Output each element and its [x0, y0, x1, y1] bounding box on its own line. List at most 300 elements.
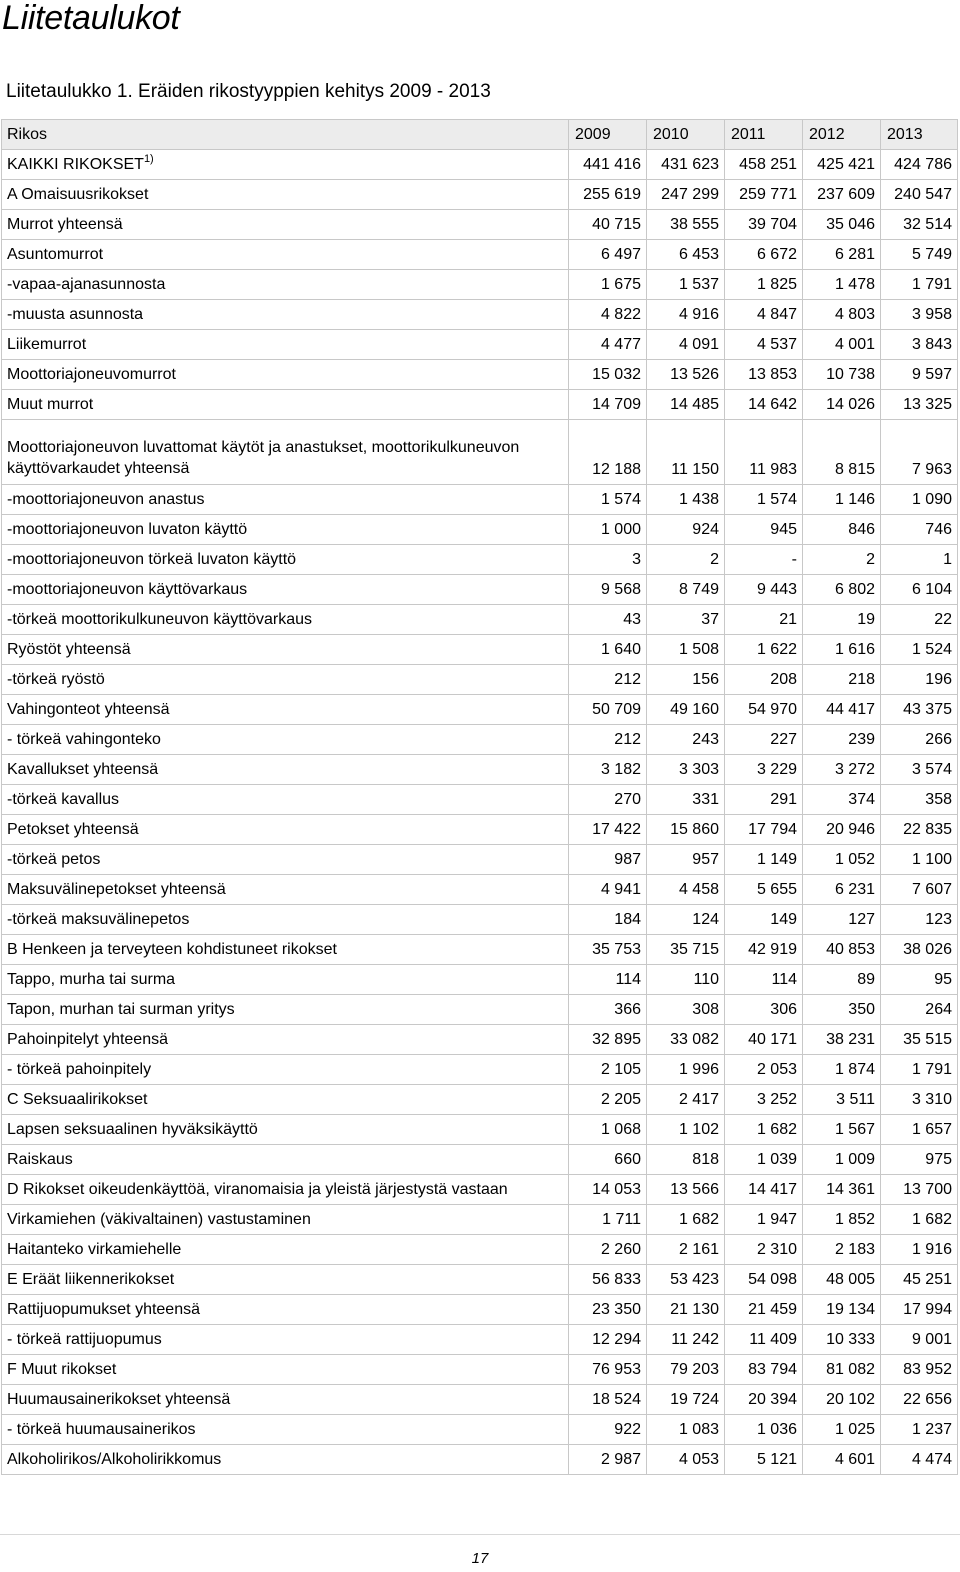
table-row — [2, 845, 958, 875]
cell-value: 975 — [881, 1145, 958, 1175]
table-row — [2, 905, 958, 935]
cell-value: 4 847 — [725, 300, 803, 330]
row-label-text: Raiskaus — [7, 1150, 73, 1168]
cell-value: 15 860 — [647, 815, 725, 845]
cell-value: 20 946 — [803, 815, 881, 845]
table-row — [2, 965, 958, 995]
row-label-text: Tapon, murhan tai surman yritys — [7, 1000, 235, 1018]
cell-value: 4 458 — [647, 875, 725, 905]
cell-value: 3 958 — [881, 300, 958, 330]
cell-value: 127 — [803, 905, 881, 935]
cell-value: 212 — [569, 665, 647, 695]
table-row — [2, 935, 958, 965]
cell-value: 247 299 — [647, 180, 725, 210]
cell-value: 1 675 — [569, 270, 647, 300]
cell-value: 11 983 — [725, 420, 803, 485]
cell-value: 1 711 — [569, 1205, 647, 1235]
cell-value: 1 036 — [725, 1415, 803, 1445]
cell-value: 3 511 — [803, 1085, 881, 1115]
cell-value: 149 — [725, 905, 803, 935]
cell-value: 1 916 — [881, 1235, 958, 1265]
cell-value: 1 682 — [647, 1205, 725, 1235]
row-label — [2, 1265, 569, 1295]
table-row — [2, 1145, 958, 1175]
table-row — [2, 695, 958, 725]
row-label — [2, 1025, 569, 1055]
row-label-text: - törkeä huumausainerikos — [7, 1420, 196, 1438]
table-row — [2, 755, 958, 785]
cell-value: 13 325 — [881, 390, 958, 420]
cell-value: 1 682 — [725, 1115, 803, 1145]
cell-value: 12 294 — [569, 1325, 647, 1355]
cell-value: 45 251 — [881, 1265, 958, 1295]
cell-value: 11 409 — [725, 1325, 803, 1355]
column-header-year: 2013 — [881, 120, 958, 150]
row-label-text: A Omaisuusrikokset — [7, 185, 149, 203]
row-label — [2, 1415, 569, 1445]
cell-value: 54 098 — [725, 1265, 803, 1295]
table-row — [2, 875, 958, 905]
table-row — [2, 605, 958, 635]
row-label-text: Alkoholirikos/Alkoholirikkomus — [7, 1450, 222, 1468]
cell-value: 358 — [881, 785, 958, 815]
cell-value: 218 — [803, 665, 881, 695]
cell-value: 14 053 — [569, 1175, 647, 1205]
cell-value: 1 616 — [803, 635, 881, 665]
cell-value: 431 623 — [647, 150, 725, 180]
cell-value: 1 068 — [569, 1115, 647, 1145]
row-label — [2, 240, 569, 270]
cell-value: 1 438 — [647, 485, 725, 515]
table-row — [2, 270, 958, 300]
cell-value: 2 310 — [725, 1235, 803, 1265]
row-label-text: - törkeä pahoinpitely — [7, 1060, 152, 1078]
row-label — [2, 845, 569, 875]
cell-value: 4 941 — [569, 875, 647, 905]
table-row — [2, 150, 958, 180]
cell-value: 110 — [647, 965, 725, 995]
table-row — [2, 1265, 958, 1295]
cell-value: 10 738 — [803, 360, 881, 390]
table-row — [2, 420, 958, 485]
column-header-year: 2010 — [647, 120, 725, 150]
cell-value: 4 091 — [647, 330, 725, 360]
row-label — [2, 605, 569, 635]
cell-value: 212 — [569, 725, 647, 755]
cell-value: 32 895 — [569, 1025, 647, 1055]
row-label-text: -törkeä ryöstö — [7, 670, 105, 688]
cell-value: 264 — [881, 995, 958, 1025]
cell-value: 21 — [725, 605, 803, 635]
cell-value: 123 — [881, 905, 958, 935]
cell-value: 40 715 — [569, 210, 647, 240]
table-row — [2, 1295, 958, 1325]
cell-value: 13 566 — [647, 1175, 725, 1205]
row-label — [2, 1055, 569, 1085]
cell-value: 15 032 — [569, 360, 647, 390]
row-label — [2, 1295, 569, 1325]
cell-value: 89 — [803, 965, 881, 995]
cell-value: 17 422 — [569, 815, 647, 845]
cell-value: 33 082 — [647, 1025, 725, 1055]
table-row — [2, 485, 958, 515]
cell-value: 76 953 — [569, 1355, 647, 1385]
cell-value: 196 — [881, 665, 958, 695]
cell-value: 1 090 — [881, 485, 958, 515]
cell-value: 987 — [569, 845, 647, 875]
row-label-text: B Henkeen ja terveyteen kohdistuneet rikokset — [7, 940, 337, 958]
cell-value: 38 026 — [881, 935, 958, 965]
cell-value: 14 417 — [725, 1175, 803, 1205]
footnote-marker: 1) — [143, 152, 154, 165]
row-label — [2, 965, 569, 995]
table-row — [2, 1415, 958, 1445]
row-label — [2, 635, 569, 665]
cell-value: 922 — [569, 1415, 647, 1445]
cell-value: 32 514 — [881, 210, 958, 240]
cell-value: 1 996 — [647, 1055, 725, 1085]
cell-value: 22 — [881, 605, 958, 635]
cell-value: 35 046 — [803, 210, 881, 240]
row-label-text: Maksuvälinepetokset yhteensä — [7, 880, 226, 898]
cell-value: 6 672 — [725, 240, 803, 270]
row-label — [2, 1115, 569, 1145]
cell-value: 48 005 — [803, 1265, 881, 1295]
cell-value: 239 — [803, 725, 881, 755]
cell-value: 441 416 — [569, 150, 647, 180]
cell-value: 1 000 — [569, 515, 647, 545]
cell-value: 846 — [803, 515, 881, 545]
row-label-text: Huumausainerikokset yhteensä — [7, 1390, 231, 1408]
row-label — [2, 785, 569, 815]
table-row — [2, 515, 958, 545]
table-row — [2, 360, 958, 390]
cell-value: 10 333 — [803, 1325, 881, 1355]
cell-value: 1 874 — [803, 1055, 881, 1085]
table-row — [2, 1325, 958, 1355]
cell-value: 240 547 — [881, 180, 958, 210]
row-label — [2, 515, 569, 545]
row-label — [2, 875, 569, 905]
cell-value: 1 622 — [725, 635, 803, 665]
row-label-text: D Rikokset oikeudenkäyttöä, viranomaisia ja yleistä järjestystä vastaan — [7, 1180, 508, 1198]
row-label-text: Lapsen seksuaalinen hyväksikäyttö — [7, 1120, 258, 1138]
row-label-text: Asuntomurrot — [7, 245, 104, 263]
cell-value: 14 485 — [647, 390, 725, 420]
row-label-text: Kavallukset yhteensä — [7, 760, 159, 778]
row-label — [2, 485, 569, 515]
cell-value: 19 724 — [647, 1385, 725, 1415]
row-label — [2, 1085, 569, 1115]
cell-value: 2 105 — [569, 1055, 647, 1085]
cell-value: 40 853 — [803, 935, 881, 965]
row-label-text: -moottoriajoneuvon törkeä luvaton käyttö — [7, 550, 297, 568]
cell-value: 255 619 — [569, 180, 647, 210]
row-label-text: -vapaa-ajanasunnosta — [7, 275, 166, 293]
table-row — [2, 240, 958, 270]
row-label-text: Pahoinpitelyt yhteensä — [7, 1030, 168, 1048]
cell-value: 11 150 — [647, 420, 725, 485]
table-row — [2, 1445, 958, 1475]
cell-value: 243 — [647, 725, 725, 755]
row-label-text: Ryöstöt yhteensä — [7, 640, 131, 658]
cell-value: 924 — [647, 515, 725, 545]
cell-value: 1 657 — [881, 1115, 958, 1145]
cell-value: 50 709 — [569, 695, 647, 725]
row-label — [2, 1145, 569, 1175]
cell-value: 350 — [803, 995, 881, 1025]
cell-value: 5 655 — [725, 875, 803, 905]
cell-value: 43 375 — [881, 695, 958, 725]
cell-value: 23 350 — [569, 1295, 647, 1325]
table-row — [2, 785, 958, 815]
cell-value: 19 134 — [803, 1295, 881, 1325]
cell-value: 9 568 — [569, 575, 647, 605]
row-label — [2, 1445, 569, 1475]
row-label — [2, 150, 569, 180]
cell-value: 2 987 — [569, 1445, 647, 1475]
cell-value: 945 — [725, 515, 803, 545]
cell-value: - — [725, 545, 803, 575]
cell-value: 1 537 — [647, 270, 725, 300]
cell-value: 3 229 — [725, 755, 803, 785]
cell-value: 81 082 — [803, 1355, 881, 1385]
row-label-text: - törkeä rattijuopumus — [7, 1330, 162, 1348]
cell-value: 13 853 — [725, 360, 803, 390]
row-label — [2, 935, 569, 965]
row-label-text: Liikemurrot — [7, 335, 87, 353]
cell-value: 266 — [881, 725, 958, 755]
row-label-text: C Seksuaalirikokset — [7, 1090, 148, 1108]
cell-value: 12 188 — [569, 420, 647, 485]
table-row — [2, 1355, 958, 1385]
cell-value: 1 791 — [881, 1055, 958, 1085]
row-label-text: Moottoriajoneuvomurrot — [7, 365, 176, 383]
cell-value: 6 281 — [803, 240, 881, 270]
cell-value: 124 — [647, 905, 725, 935]
cell-value: 746 — [881, 515, 958, 545]
table-row — [2, 330, 958, 360]
cell-value: 2 260 — [569, 1235, 647, 1265]
cell-value: 114 — [725, 965, 803, 995]
cell-value: 208 — [725, 665, 803, 695]
footer-divider — [0, 1534, 960, 1535]
cell-value: 18 524 — [569, 1385, 647, 1415]
cell-value: 4 477 — [569, 330, 647, 360]
cell-value: 49 160 — [647, 695, 725, 725]
cell-value: 35 515 — [881, 1025, 958, 1055]
table-caption: Liitetaulukko 1. Eräiden rikostyyppien kehitys 2009 - 2013 — [6, 81, 491, 102]
cell-value: 79 203 — [647, 1355, 725, 1385]
cell-value: 2 205 — [569, 1085, 647, 1115]
row-label — [2, 300, 569, 330]
row-label-text: Muut murrot — [7, 395, 94, 413]
cell-value: 14 709 — [569, 390, 647, 420]
cell-value: 366 — [569, 995, 647, 1025]
cell-value: 38 231 — [803, 1025, 881, 1055]
row-label-text: - törkeä vahingonteko — [7, 730, 161, 748]
table-row — [2, 545, 958, 575]
row-label — [2, 995, 569, 1025]
cell-value: 1 478 — [803, 270, 881, 300]
row-label — [2, 1325, 569, 1355]
column-header-year: 2012 — [803, 120, 881, 150]
cell-value: 1 825 — [725, 270, 803, 300]
cell-value: 660 — [569, 1145, 647, 1175]
row-label-text: E Eräät liikennerikokset — [7, 1270, 175, 1288]
cell-value: 957 — [647, 845, 725, 875]
column-header-year: 2009 — [569, 120, 647, 150]
row-label-text: Vahingonteot yhteensä — [7, 700, 170, 718]
row-label-text: Murrot yhteensä — [7, 215, 123, 233]
row-label — [2, 665, 569, 695]
column-header-year: 2011 — [725, 120, 803, 150]
table-row — [2, 1385, 958, 1415]
row-label — [2, 1205, 569, 1235]
page-title: Liitetaulukot — [2, 0, 180, 37]
table-body — [2, 150, 958, 1475]
cell-value: 1 039 — [725, 1145, 803, 1175]
header-row — [2, 120, 958, 150]
cell-value: 5 121 — [725, 1445, 803, 1475]
cell-value: 4 601 — [803, 1445, 881, 1475]
cell-value: 4 803 — [803, 300, 881, 330]
table-row — [2, 390, 958, 420]
cell-value: 4 053 — [647, 1445, 725, 1475]
cell-value: 42 919 — [725, 935, 803, 965]
crime-statistics-table — [1, 119, 958, 1475]
cell-value: 35 715 — [647, 935, 725, 965]
table-row — [2, 1055, 958, 1085]
row-label — [2, 360, 569, 390]
cell-value: 1 524 — [881, 635, 958, 665]
cell-value: 6 231 — [803, 875, 881, 905]
cell-value: 1 682 — [881, 1205, 958, 1235]
cell-value: 40 171 — [725, 1025, 803, 1055]
cell-value: 1 508 — [647, 635, 725, 665]
cell-value: 237 609 — [803, 180, 881, 210]
row-label — [2, 1385, 569, 1415]
row-label-text: -moottoriajoneuvon anastus — [7, 490, 205, 508]
row-label — [2, 1355, 569, 1385]
row-label-text: -törkeä moottorikulkuneuvon käyttövarkaus — [7, 610, 313, 628]
cell-value: 1 146 — [803, 485, 881, 515]
cell-value: 2 053 — [725, 1055, 803, 1085]
column-header-rikos: Rikos — [2, 120, 569, 150]
cell-value: 3 574 — [881, 755, 958, 785]
cell-value: 11 242 — [647, 1325, 725, 1355]
cell-value: 7 963 — [881, 420, 958, 485]
cell-value: 6 497 — [569, 240, 647, 270]
row-label-text: -moottoriajoneuvon käyttövarkaus — [7, 580, 248, 598]
cell-value: 44 417 — [803, 695, 881, 725]
cell-value: 818 — [647, 1145, 725, 1175]
cell-value: 270 — [569, 785, 647, 815]
cell-value: 259 771 — [725, 180, 803, 210]
row-label-text: KAIKKI RIKOKSET — [7, 155, 144, 173]
cell-value: 6 802 — [803, 575, 881, 605]
table-row — [2, 725, 958, 755]
row-label-text: F Muut rikokset — [7, 1360, 117, 1378]
cell-value: 1 567 — [803, 1115, 881, 1145]
cell-value: 184 — [569, 905, 647, 935]
cell-value: 374 — [803, 785, 881, 815]
cell-value: 83 794 — [725, 1355, 803, 1385]
table-row — [2, 1235, 958, 1265]
row-label — [2, 390, 569, 420]
row-label-text: Petokset yhteensä — [7, 820, 139, 838]
cell-value: 2 161 — [647, 1235, 725, 1265]
cell-value: 2 183 — [803, 1235, 881, 1265]
cell-value: 1 009 — [803, 1145, 881, 1175]
table-row — [2, 180, 958, 210]
cell-value: 20 102 — [803, 1385, 881, 1415]
cell-value: 1 640 — [569, 635, 647, 665]
row-label — [2, 815, 569, 845]
cell-value: 3 843 — [881, 330, 958, 360]
cell-value: 22 835 — [881, 815, 958, 845]
cell-value: 1 574 — [569, 485, 647, 515]
cell-value: 38 555 — [647, 210, 725, 240]
row-label-text: Virkamiehen (väkivaltainen) vastustaminen — [7, 1210, 311, 1228]
cell-value: 2 — [647, 545, 725, 575]
row-label-text: -törkeä petos — [7, 850, 101, 868]
table-row — [2, 995, 958, 1025]
cell-value: 35 753 — [569, 935, 647, 965]
cell-value: 37 — [647, 605, 725, 635]
cell-value: 6 104 — [881, 575, 958, 605]
cell-value: 6 453 — [647, 240, 725, 270]
cell-value: 156 — [647, 665, 725, 695]
cell-value: 227 — [725, 725, 803, 755]
cell-value: 54 970 — [725, 695, 803, 725]
cell-value: 3 272 — [803, 755, 881, 785]
cell-value: 424 786 — [881, 150, 958, 180]
cell-value: 56 833 — [569, 1265, 647, 1295]
table-row — [2, 1205, 958, 1235]
cell-value: 21 459 — [725, 1295, 803, 1325]
cell-value: 1 237 — [881, 1415, 958, 1445]
cell-value: 17 994 — [881, 1295, 958, 1325]
cell-value: 306 — [725, 995, 803, 1025]
page-number: 17 — [471, 1550, 489, 1567]
cell-value: 425 421 — [803, 150, 881, 180]
cell-value: 1 947 — [725, 1205, 803, 1235]
cell-value: 291 — [725, 785, 803, 815]
cell-value: 4 822 — [569, 300, 647, 330]
table-row — [2, 1175, 958, 1205]
cell-value: 1 574 — [725, 485, 803, 515]
row-label — [2, 695, 569, 725]
table-row — [2, 575, 958, 605]
cell-value: 17 794 — [725, 815, 803, 845]
cell-value: 1 025 — [803, 1415, 881, 1445]
row-label — [2, 575, 569, 605]
cell-value: 95 — [881, 965, 958, 995]
row-label — [2, 210, 569, 240]
cell-value: 13 700 — [881, 1175, 958, 1205]
row-label — [2, 1175, 569, 1205]
cell-value: 8 749 — [647, 575, 725, 605]
cell-value: 9 443 — [725, 575, 803, 605]
row-label-text: -muusta asunnosta — [7, 305, 144, 323]
row-label-text: Moottoriajoneuvon luvattomat käytöt ja anastukset, moottorikulkuneuvon käyttövarkaudet yhteensä — [7, 439, 520, 477]
cell-value: 308 — [647, 995, 725, 1025]
cell-value: 114 — [569, 965, 647, 995]
cell-value: 22 656 — [881, 1385, 958, 1415]
cell-value: 43 — [569, 605, 647, 635]
table-row — [2, 210, 958, 240]
